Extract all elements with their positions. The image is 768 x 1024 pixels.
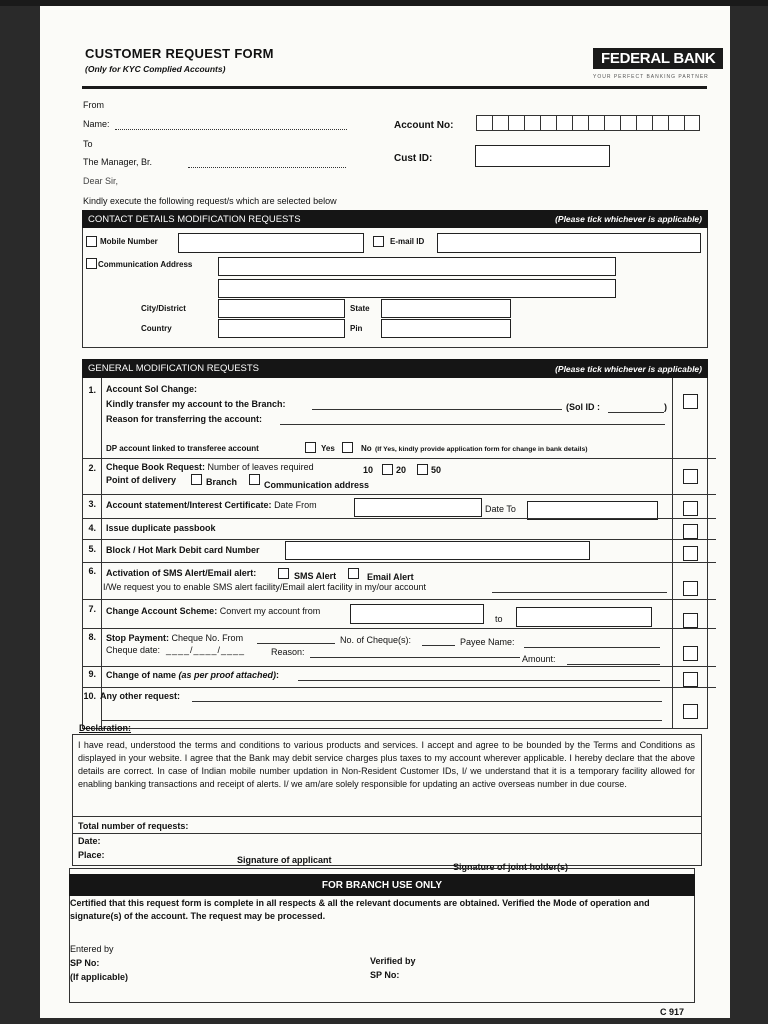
- item-1-branch-label: Kindly transfer my account to the Branch:: [106, 399, 286, 409]
- row-divider: [82, 518, 716, 519]
- delivery-comm-label: Communication address: [264, 480, 370, 490]
- country-label: Country: [141, 324, 172, 333]
- mobile-field[interactable]: [178, 233, 364, 253]
- scheme-label: Change Account Scheme:: [106, 606, 218, 616]
- item-1-tick[interactable]: [683, 394, 698, 409]
- item-9-title: [106, 670, 279, 680]
- cheque-from-field[interactable]: [257, 633, 335, 644]
- item-number: 7.: [88, 604, 96, 614]
- salutation: Dear Sir,: [83, 176, 119, 186]
- verified-by-label: Verified by: [370, 956, 416, 966]
- leaves-label: Number of leaves required: [207, 462, 314, 472]
- item-number: 1.: [88, 385, 96, 395]
- applicant-signature-label: Signature of applicant: [237, 855, 332, 865]
- branch-header: FOR BRANCH USE ONLY: [69, 874, 695, 896]
- transfer-reason-field[interactable]: [280, 414, 665, 425]
- dp-yes-label: Yes: [321, 444, 335, 453]
- tick-column-line: [672, 378, 673, 729]
- name-field[interactable]: [115, 119, 347, 130]
- dp-no-checkbox[interactable]: [342, 442, 353, 453]
- other-request-field-1[interactable]: [192, 691, 662, 702]
- leaves-10-label: 10: [363, 465, 374, 475]
- if-applicable-label: (If applicable): [70, 972, 129, 982]
- item-number: 6.: [88, 566, 96, 576]
- debit-card-label: Block / Hot Mark Debit card Number: [106, 545, 260, 555]
- date-to-label: Date To: [485, 504, 516, 514]
- address-checkbox[interactable]: [86, 258, 97, 269]
- email-alert-checkbox[interactable]: [348, 568, 359, 579]
- sol-id-field[interactable]: [608, 402, 664, 413]
- name-label: Name:: [83, 119, 110, 129]
- item-7-tick[interactable]: [683, 613, 698, 628]
- general-header: [82, 359, 708, 378]
- dp-no-label: No: [361, 444, 372, 453]
- cust-id-field[interactable]: [475, 145, 610, 167]
- email-label: E-mail ID: [390, 237, 425, 246]
- bank-logo: FEDERAL BANK: [593, 48, 723, 69]
- state-label: State: [350, 304, 370, 313]
- form-code: C 917: [660, 1007, 685, 1017]
- leaves-50-checkbox[interactable]: [417, 464, 428, 475]
- bank-tagline: YOUR PERFECT BANKING PARTNER: [593, 74, 709, 80]
- pin-field[interactable]: [381, 319, 511, 338]
- email-field[interactable]: [437, 233, 701, 253]
- passbook-label: Issue duplicate passbook: [106, 523, 216, 533]
- delivery-label: Point of delivery: [106, 475, 177, 485]
- address-line1[interactable]: [218, 257, 616, 276]
- item-number: 2.: [88, 463, 96, 473]
- place-label: Place:: [78, 850, 105, 860]
- dp-yes-checkbox[interactable]: [305, 442, 316, 453]
- declaration-divider: [72, 816, 702, 817]
- date-from-label: Date From: [274, 500, 317, 510]
- dp-account-label: DP account linked to transferee account: [106, 444, 259, 453]
- account-no-field[interactable]: [476, 115, 700, 131]
- sol-id-label: (Sol ID :: [566, 402, 600, 412]
- item-5-tick[interactable]: [683, 546, 698, 561]
- convert-label: Convert my account from: [219, 606, 321, 616]
- scheme-from-field[interactable]: [350, 604, 484, 624]
- item-number: 9.: [88, 669, 96, 679]
- change-name-field[interactable]: [298, 670, 660, 681]
- stop-payment-label: Stop Payment:: [106, 633, 170, 643]
- sol-id-close: ): [664, 402, 667, 412]
- leaves-50-label: 50: [431, 465, 442, 475]
- row-divider: [82, 687, 716, 688]
- row-divider: [82, 666, 716, 667]
- to-label: To: [83, 139, 93, 149]
- item-number: 10.: [83, 691, 96, 701]
- sms-alert-checkbox[interactable]: [278, 568, 289, 579]
- from-label: From: [83, 100, 104, 110]
- delivery-branch-checkbox[interactable]: [191, 474, 202, 485]
- total-divider: [72, 833, 702, 834]
- general-header-note: (Please tick whichever is applicable): [555, 363, 702, 374]
- item-3-tick[interactable]: [683, 501, 698, 516]
- debit-card-field[interactable]: [285, 541, 590, 560]
- contact-header-note: (Please tick whichever is applicable): [555, 214, 702, 224]
- number-column-line: [101, 378, 102, 729]
- cheque-from-label: Cheque No. From: [171, 633, 244, 643]
- change-name-note: (as per proof attached): [178, 670, 277, 680]
- form-page: [40, 6, 730, 1018]
- date-from-field[interactable]: [354, 498, 482, 517]
- row-divider: [82, 628, 716, 629]
- item-8-tick[interactable]: [683, 646, 698, 661]
- total-requests-label: Total number of requests:: [78, 821, 189, 831]
- contact-header: [82, 210, 708, 228]
- no-of-cheques-label: No. of Cheque(s):: [340, 635, 412, 645]
- row-divider: [82, 494, 716, 495]
- manager-label: The Manager, Br.: [83, 157, 153, 167]
- pin-label: Pin: [350, 324, 363, 333]
- form-subtitle: (Only for KYC Complied Accounts): [85, 64, 226, 74]
- item-9-tick[interactable]: [683, 672, 698, 687]
- transfer-reason-label: Reason for transferring the account:: [106, 414, 263, 424]
- entered-by-label: Entered by: [70, 944, 114, 954]
- item-10-tick[interactable]: [683, 704, 698, 719]
- delivery-comm-checkbox[interactable]: [249, 474, 260, 485]
- entered-sp-label: SP No:: [70, 958, 100, 968]
- alert-request-text: I/We request you to enable SMS alert facility/Email alert facility in my/our account: [103, 582, 426, 592]
- payee-label: Payee Name:: [460, 637, 515, 647]
- city-label: City/District: [141, 304, 186, 313]
- city-field[interactable]: [218, 299, 345, 318]
- verified-sp-label: SP No:: [370, 970, 400, 980]
- scheme-to-label: to: [495, 614, 503, 624]
- instruction-text: Kindly execute the following request/s which are selected below: [83, 196, 337, 206]
- alert-line: [492, 591, 667, 593]
- address-line2[interactable]: [218, 279, 616, 298]
- cheque-date-field[interactable]: ____/____/____: [166, 645, 246, 655]
- branch-field[interactable]: [188, 157, 346, 168]
- cheque-date-label: Cheque date:: [106, 645, 161, 655]
- row-divider: [82, 458, 716, 459]
- change-name-colon: :: [276, 670, 280, 680]
- item-4-tick[interactable]: [683, 524, 698, 539]
- item-2-title: [106, 462, 314, 472]
- amount-label: Amount:: [522, 654, 556, 664]
- item-number: 4.: [88, 523, 96, 533]
- payee-field[interactable]: [524, 637, 660, 648]
- state-field[interactable]: [381, 299, 511, 318]
- item-1-title: Account Sol Change:: [106, 384, 198, 394]
- declaration-title: Declaration:: [79, 723, 132, 733]
- row-divider: [82, 539, 716, 540]
- leaves-20-checkbox[interactable]: [382, 464, 393, 475]
- address-label: Communication Address: [98, 260, 193, 269]
- reason-label: Reason:: [271, 647, 305, 657]
- account-no-label: Account No:: [394, 120, 454, 131]
- country-field[interactable]: [218, 319, 345, 338]
- statement-label: Account statement/Interest Certificate:: [106, 500, 272, 510]
- item-2-tick[interactable]: [683, 469, 698, 484]
- sms-alert-label: SMS Alert: [294, 571, 337, 581]
- reason-field[interactable]: [310, 647, 520, 658]
- other-request-field-2[interactable]: [102, 710, 662, 721]
- row-divider: [82, 599, 716, 600]
- item-number: 3.: [88, 499, 96, 509]
- scheme-to-field[interactable]: [516, 607, 652, 627]
- other-request-label: Any other request:: [100, 691, 181, 701]
- header-rule: [82, 86, 707, 89]
- cheque-book-label: Cheque Book Request:: [106, 462, 206, 472]
- email-checkbox[interactable]: [373, 236, 384, 247]
- cust-id-label: Cust ID:: [394, 153, 433, 164]
- branch-certification: Certified that this request form is complete in all respects & all the relevant documents are obtained. Verified the Mode of operation and signature(s) of the account. The request may be processed.: [70, 898, 650, 921]
- general-header-title: GENERAL MODIFICATION REQUESTS: [88, 363, 260, 374]
- date-label: Date:: [78, 836, 101, 846]
- alert-label: Activation of SMS Alert/Email alert:: [106, 568, 257, 578]
- item-3-title: [106, 500, 317, 510]
- row-divider: [82, 562, 716, 563]
- joint-signature-label: Signature of joint holder(s): [453, 862, 568, 872]
- item-6-tick[interactable]: [683, 581, 698, 596]
- item-number: 8.: [88, 632, 96, 642]
- no-of-cheques-field[interactable]: [422, 635, 455, 646]
- form-title: CUSTOMER REQUEST FORM: [85, 46, 274, 61]
- mobile-label: Mobile Number: [100, 237, 158, 246]
- email-alert-label: Email Alert: [367, 572, 414, 582]
- dp-no-note: (If Yes, kindly provide application form for change in bank details): [375, 446, 588, 453]
- leaves-20-label: 20: [396, 465, 407, 475]
- item-number: 5.: [88, 544, 96, 554]
- amount-field[interactable]: [567, 654, 660, 665]
- change-name-label: Change of name: [106, 670, 177, 680]
- mobile-checkbox[interactable]: [86, 236, 97, 247]
- transfer-branch-field[interactable]: [312, 399, 562, 410]
- item-8-title: [106, 633, 243, 643]
- delivery-branch-label: Branch: [206, 477, 238, 487]
- declaration-text: I have read, understood the terms and conditions to various products and services. I accept and agree to be bounded by the Terms and Conditions as displayed in your website. I agree that the Bank may debit service charges plus taxes to my account wherever applicable. I hereby declare that the above details are correct. In case of Indian mobile number updation in Non-Resident Customer IDs, I/ we understand that it is a temporary facility allowed for enabling banking transactions and receipt of alerts. I/ we am/are solely responsible for updating an active overseas number in due course.: [78, 740, 695, 789]
- item-7-title: [106, 606, 320, 616]
- contact-header-title: CONTACT DETAILS MODIFICATION REQUESTS: [88, 213, 301, 225]
